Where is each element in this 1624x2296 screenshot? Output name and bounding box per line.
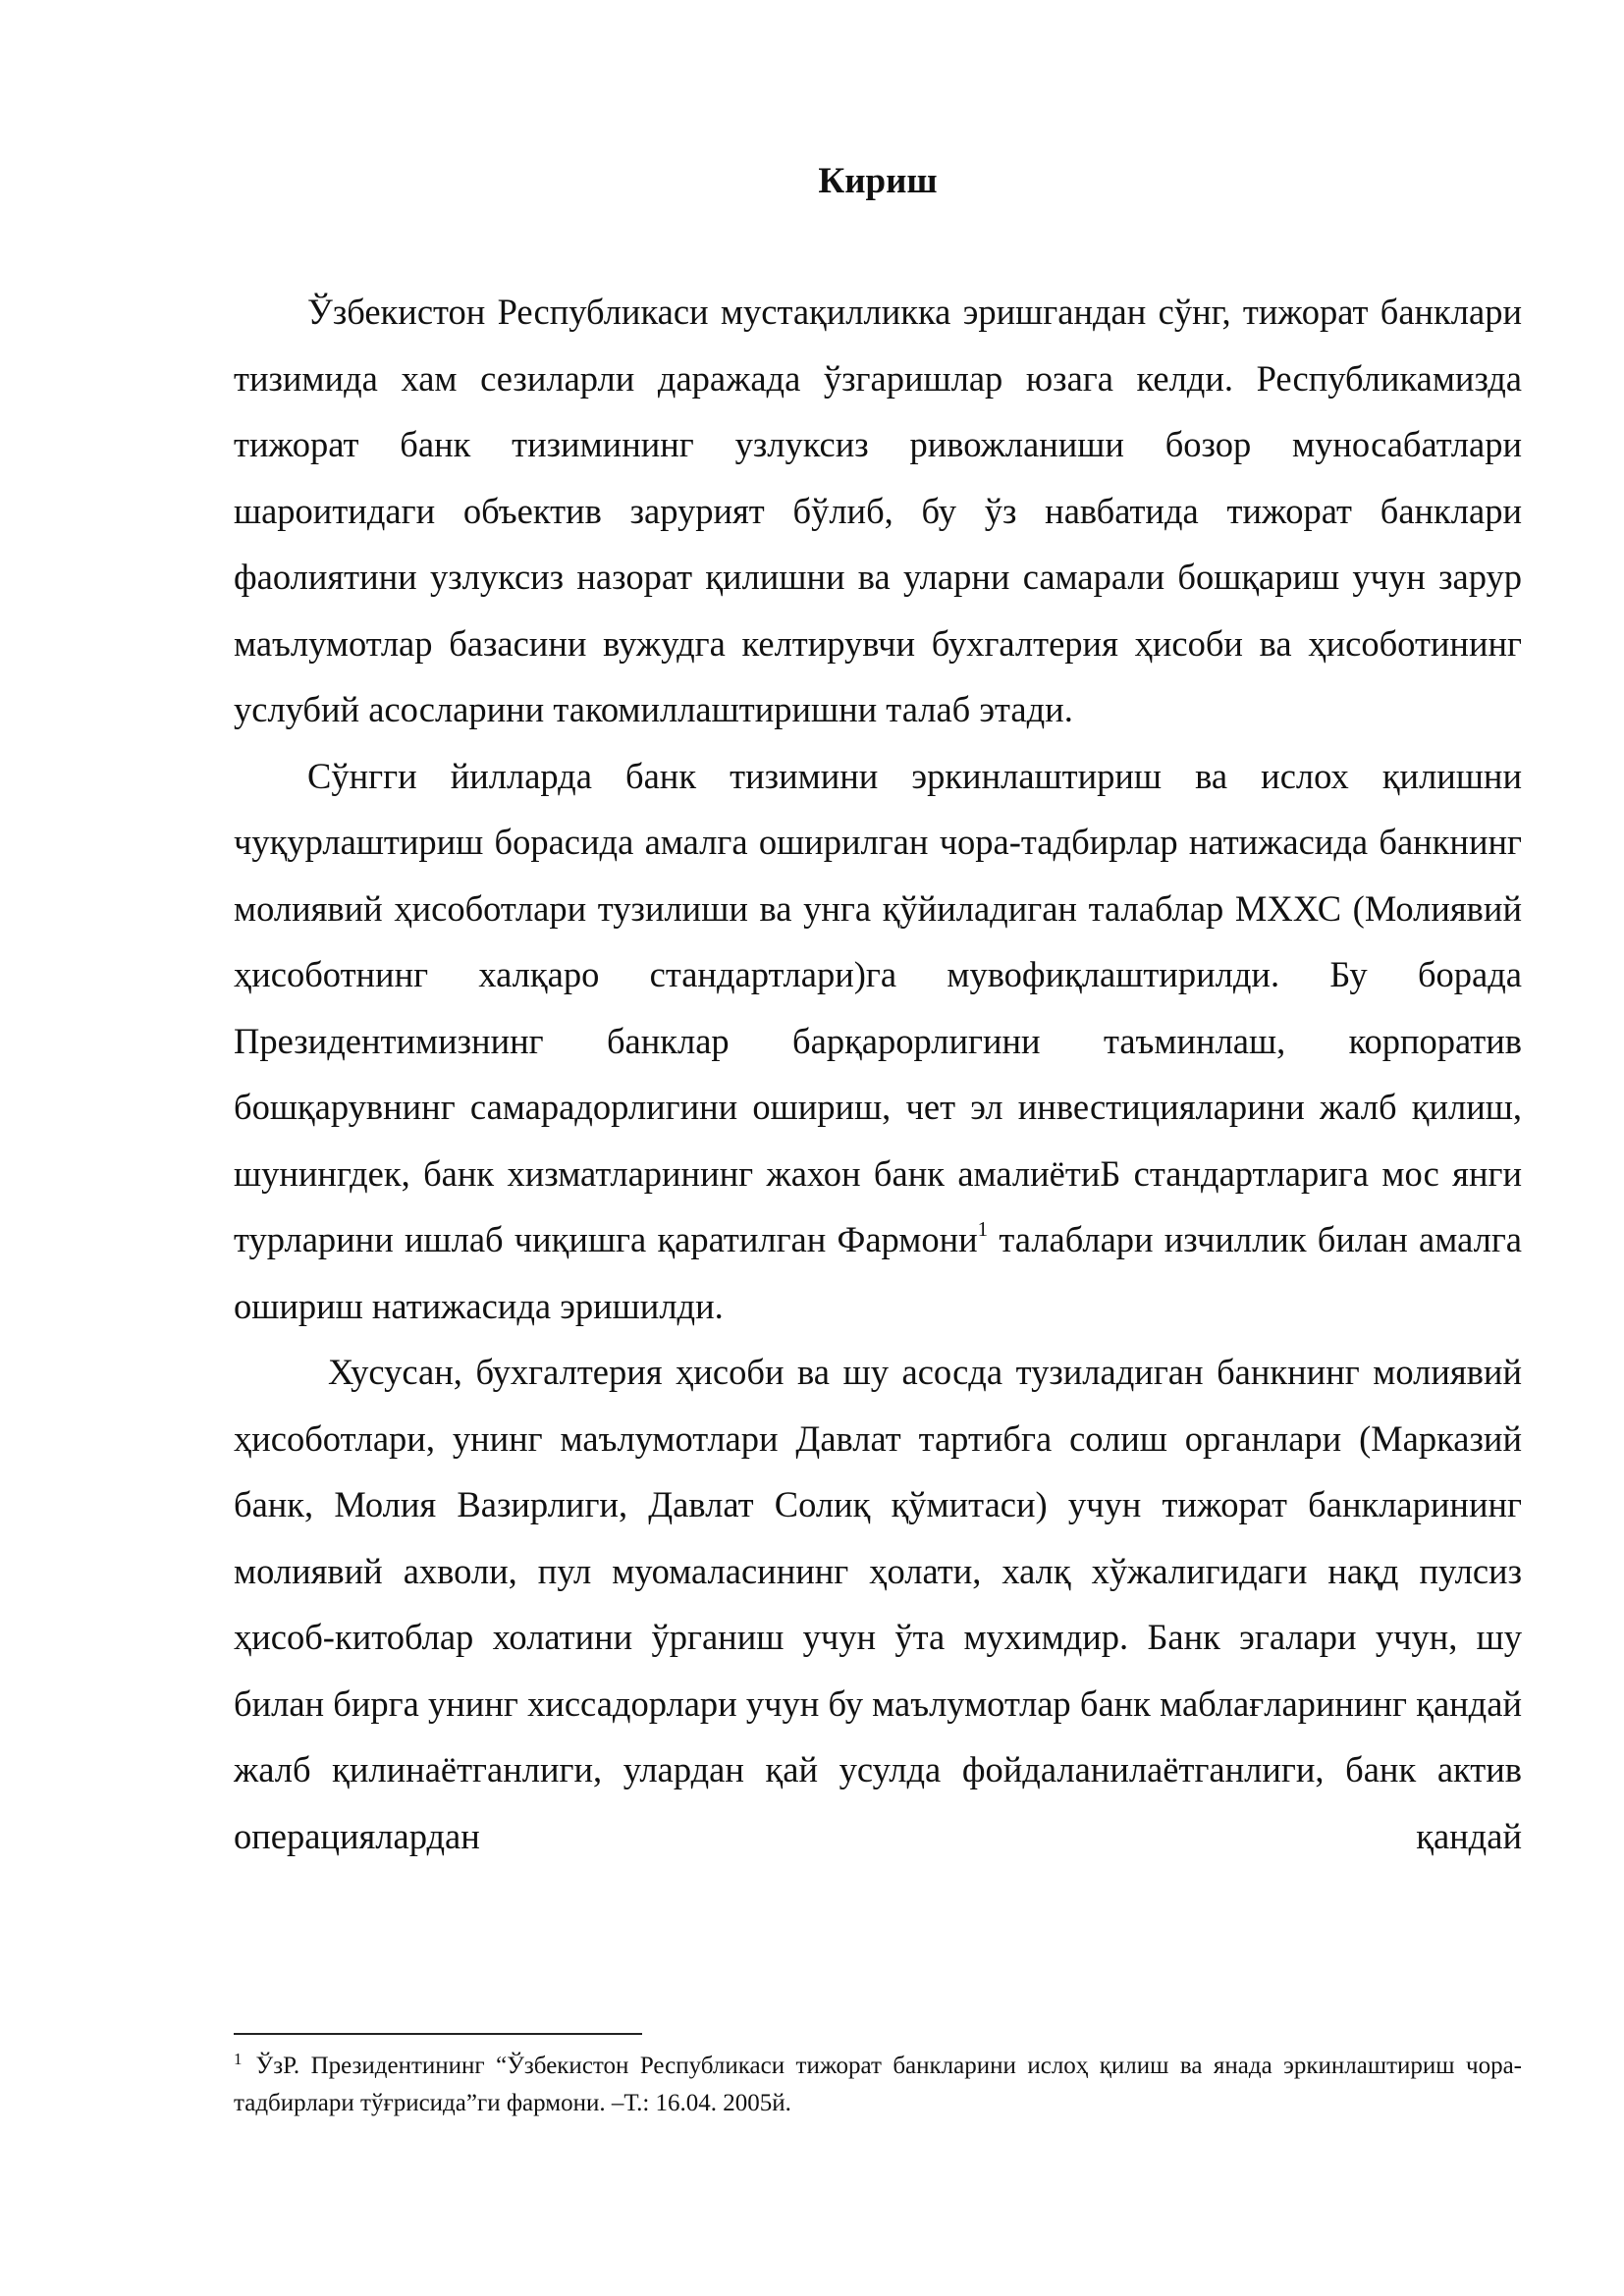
paragraph-2-text: Сўнгги йилларда банк тизимини эркинлаштириш ва ислох қилишни чуқурлаштириш борасида амалга оширилган чора-тадбирлар натижасида банкнинг молиявий ҳисоботлари тузилиши ва унга қўйиладиган талаблар МХХС (Молиявий ҳисоботнинг халқаро стандартлари)га мувофиқлаштирилди. Бу борада Президентимизнинг банклар барқарорлигини таъминлаш, корпоратив бошқарувнинг самарадорлигини ошириш, чет эл инвестицияларини жалб қилиш, шунингдек, банк хизматларининг жахон банк амалиётиБ стандартларига мос янги турларини ишлаб чиқишга қаратилган Фармони [234,755,1522,1259]
paragraph-3: Хусусан, бухгалтерия ҳисоби ва шу асосда тузиладиган банкнинг молиявий ҳисоботлари, унинг маълумотлари Давлат тартибга солиш органлари (Марказий банк, Молия Вазирлиги, Давлат Солиқ қўмитаси) учун тижорат банкларининг молиявий ахволи, пул муомаласининг ҳолати, халқ хўжалигидаги нақд пулсиз ҳисоб-китоблар холатини ўрганиш учун ўта мухимдир. Банк эгалари учун, шу билан бирга унинг хиссадорлари учун бу маълумотлар банк маблағларининг қандай жалб қилинаётганлиги, улардан қай усулда фойдаланилаётганлиги, банк актив операциялардан қандай [234,1352,1522,1856]
paragraph-1: Ўзбекистон Республикаси мустақилликка эришгандан сўнг, тижорат банклари тизимида хам сезиларли даражада ўзгаришлар юзага келди. Республикамизда тижорат банк тизимининг узлуксиз ривожланиши бозор муносабатлари шароитидаги объектив зарурият бўлиб, бу ўз навбатида тижорат банклари фаолиятини узлуксиз назорат қилишни ва уларни самарали бошқариш учун зарур маълумотлар базасини вужудга келтирувчи бухгалтерия ҳисоби ва ҳисоботининг услубий асосларини такомиллаштиришни талаб этади. [234,292,1522,729]
footnote [234,2049,1522,2121]
paragraph-2 [234,743,1522,1340]
footnote-text: ЎзР. Президентининг “Ўзбекистон Республикаси тижорат банкларини ислоҳ қилиш ва янада эркинлаштириш чора-тадбирлари тўғрисида”ги фармони. –Т.: 16.04. 2005й. [234,2053,1522,2116]
footnote-reference[interactable]: 1 [977,1216,989,1241]
footnote-mark: 1 [234,2050,243,2068]
paragraph-2-tail: талаблари изчиллик билан амалга ошириш натижасида эришилди. [234,1219,1522,1326]
page-title: Кириш [818,161,938,201]
body-text [234,279,1522,1869]
footnote-separator [234,2033,642,2035]
